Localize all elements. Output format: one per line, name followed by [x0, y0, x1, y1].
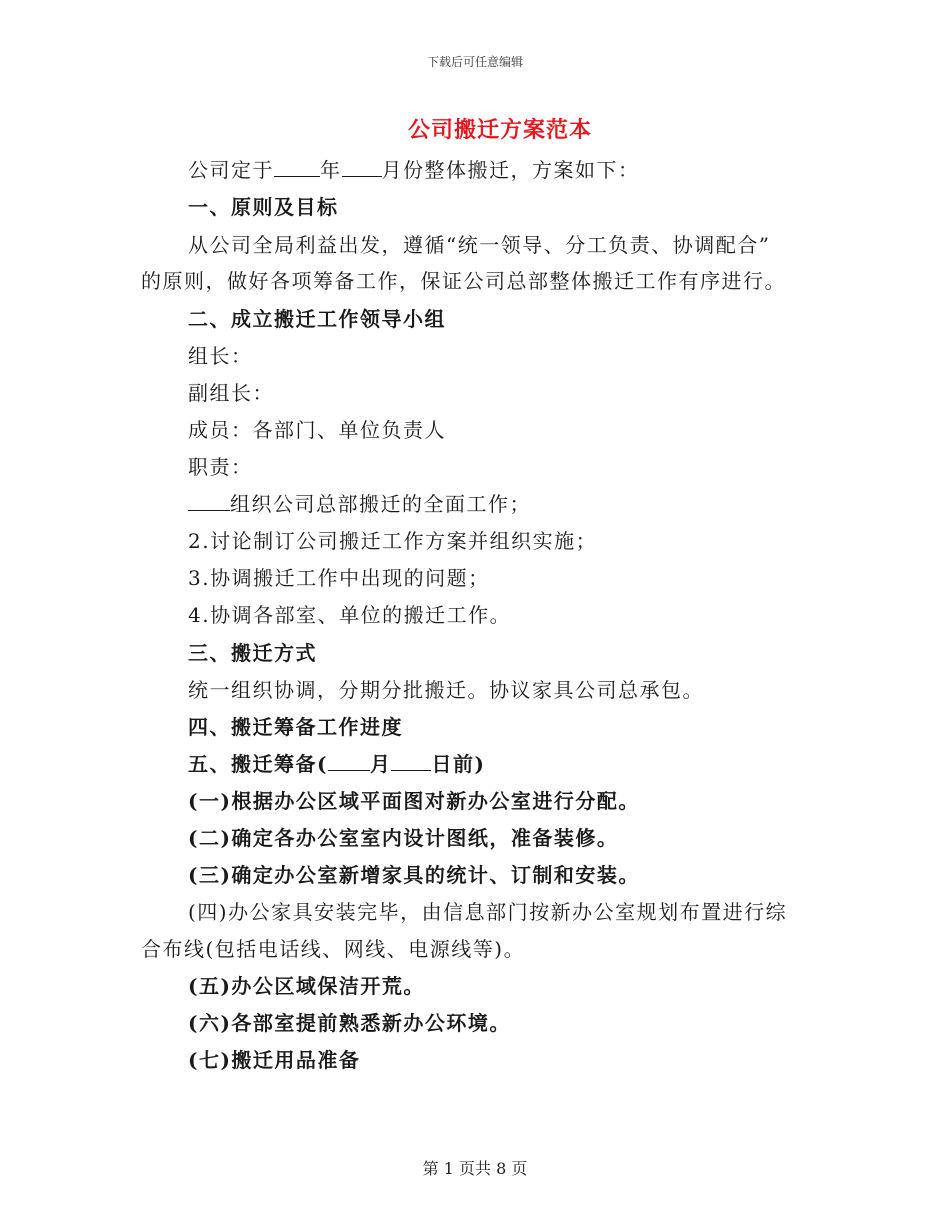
duty-1-blank	[188, 490, 230, 511]
day-blank	[391, 750, 431, 771]
item-6: (六)各部室提前熟悉新办公环境。	[188, 1011, 511, 1035]
section-4-heading: 四、搬迁筹备工作进度	[188, 715, 403, 739]
duty-2: 2.讨论制订公司搬迁工作方案并组织实施；	[188, 529, 598, 553]
section-2-heading: 二、成立搬迁工作领导小组	[188, 307, 446, 331]
item-7: (七)搬迁用品准备	[188, 1048, 361, 1072]
section-3-heading: 三、搬迁方式	[188, 641, 317, 665]
document-title: 公司搬迁方案范本	[407, 117, 592, 143]
year-blank	[274, 156, 320, 177]
item-3: (三)确定办公室新增家具的统计、订制和安装。	[188, 863, 640, 887]
section-1-heading: 一、原则及目标	[188, 195, 339, 219]
duty-1	[188, 490, 531, 518]
section-5-heading-c: 日前)	[431, 752, 486, 776]
section-5-heading	[188, 750, 485, 778]
vice-leader-line: 副组长：	[188, 381, 274, 405]
section-5-heading-b: 月	[369, 752, 392, 776]
duty-3: 3.协调搬迁工作中出现的问题；	[188, 566, 490, 590]
intro-text-1: 公司定于	[188, 158, 274, 182]
header-note: 下载后可任意编辑	[426, 55, 523, 69]
month-blank-2	[328, 750, 370, 771]
item-4-line1: (四)办公家具安装完毕，由信息部门按新办公室规划布置进行综	[188, 900, 788, 924]
intro-text-3: 月份整体搬迁，方案如下：	[381, 158, 640, 182]
month-blank	[342, 156, 382, 177]
page-footer: 第 1 页共 8 页	[422, 1159, 528, 1178]
item-2: (二)确定各办公室室内设计图纸，准备装修。	[188, 826, 619, 850]
item-5: (五)办公区域保洁开荒。	[188, 974, 425, 998]
intro-text-2: 年	[320, 158, 342, 182]
section-1-para-line2: 的原则，做好各项筹备工作，保证公司总部整体搬迁工作有序进行。	[141, 269, 786, 293]
item-4-line2: 合布线(包括电话线、网线、电源线等)。	[141, 937, 526, 961]
section-3-para: 统一组织协调，分期分批搬迁。协议家具公司总承包。	[188, 678, 704, 702]
duties-line: 职责：	[188, 455, 253, 479]
leader-line: 组长：	[188, 344, 253, 368]
item-1: (一)根据办公区域平面图对新办公室进行分配。	[188, 789, 640, 813]
intro-line	[188, 156, 640, 184]
duty-4: 4.协调各部室、单位的搬迁工作。	[188, 603, 512, 627]
section-5-heading-a: 五、搬迁筹备(	[188, 752, 328, 776]
section-1-para-line1: 从公司全局利益出发，遵循“统一领导、分工负责、协调配合”	[188, 233, 771, 257]
members-line: 成员：各部门、单位负责人	[188, 418, 446, 442]
duty-1-text: 组织公司总部搬迁的全面工作；	[230, 492, 531, 516]
